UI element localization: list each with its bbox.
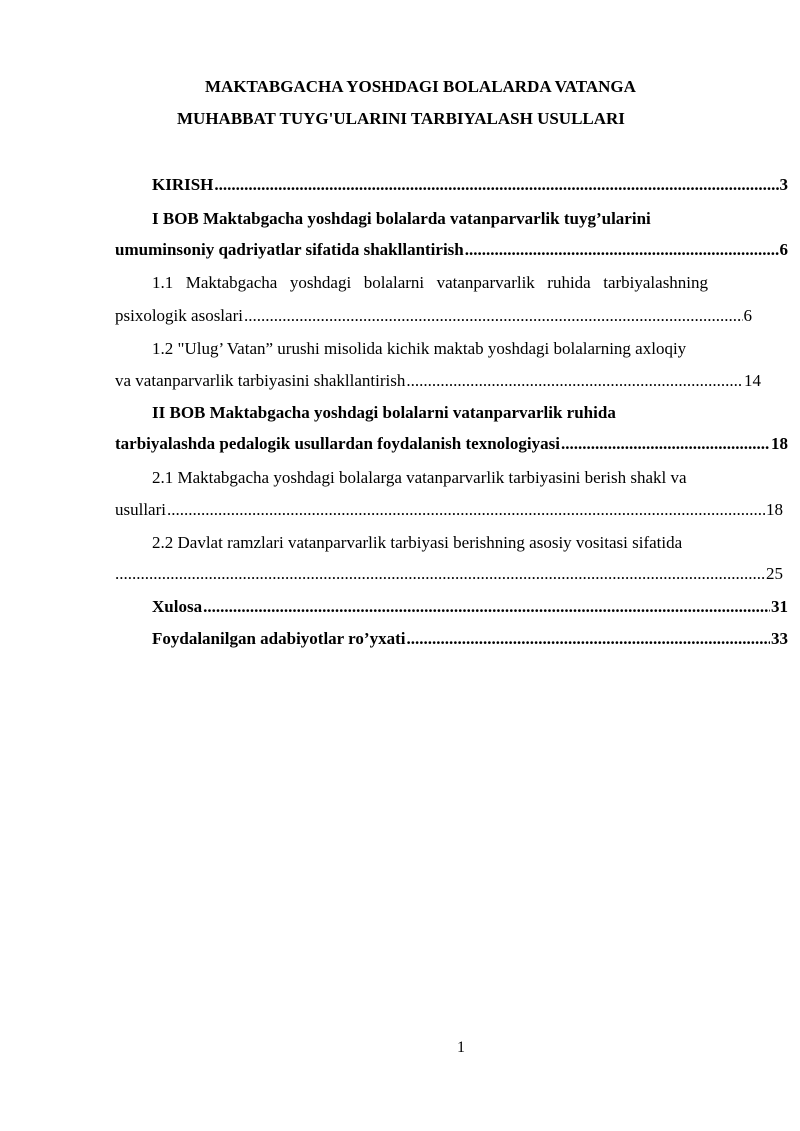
toc-entry-label: usullari — [115, 500, 166, 519]
toc-entry-page: 18 — [766, 500, 783, 519]
toc-dot-leader — [203, 596, 770, 618]
toc-entry-page: 14 — [744, 371, 761, 390]
toc-dot-leader — [561, 433, 770, 455]
toc-entry-label: umuminsoniy qadriyatlar sifatida shakllantirish — [115, 240, 464, 259]
toc-entry-page: 6 — [743, 306, 752, 325]
toc-entry-label: KIRISH — [152, 175, 214, 194]
document-title-line-2: MUHABBAT TUYG'ULARINI TARBIYALASH USULLARI — [177, 109, 625, 128]
toc-entry-label: va vatanparvarlik tarbiyasini shakllantirish — [115, 371, 406, 390]
toc-entry-references[interactable] — [152, 628, 788, 650]
toc-entry-section1-2[interactable] — [115, 370, 761, 392]
toc-entry-page: 31 — [771, 597, 788, 616]
toc-entry-intro[interactable] — [152, 174, 788, 196]
toc-entry-conclusion[interactable] — [152, 596, 788, 618]
toc-section2-1-line1[interactable]: 2.1 Maktabgacha yoshdagi bolalarga vatanparvarlik tarbiyasini berish shakl va — [152, 468, 687, 487]
toc-entry-chapter1[interactable] — [115, 239, 788, 261]
toc-entry-page: 25 — [766, 564, 783, 583]
toc-entry-section1-1[interactable] — [115, 305, 752, 327]
toc-entry-section2-2[interactable] — [115, 563, 783, 585]
toc-entry-section2-1[interactable] — [115, 499, 783, 521]
toc-dot-leader — [244, 305, 743, 327]
toc-dot-leader — [167, 499, 765, 521]
toc-entry-page: 3 — [779, 175, 788, 194]
toc-entry-label: psixologik asoslari — [115, 306, 243, 325]
toc-section2-2-line1[interactable]: 2.2 Davlat ramzlari vatanparvarlik tarbiyasi berishning asosiy vositasi sifatida — [152, 533, 683, 552]
toc-dot-leader — [214, 174, 778, 196]
toc-chapter2-line1[interactable]: II BOB Maktabgacha yoshdagi bolalarni vatanparvarlik ruhida — [152, 403, 616, 422]
page-number: 1 — [457, 1039, 465, 1056]
toc-entry-chapter2[interactable] — [115, 433, 788, 455]
toc-dot-leader — [406, 628, 770, 650]
toc-chapter1-line1[interactable]: I BOB Maktabgacha yoshdagi bolalarda vatanparvarlik tuyg’ularini — [152, 209, 651, 228]
toc-entry-page: 6 — [779, 240, 788, 259]
toc-entry-label: Foydalanilgan adabiyotlar ro’yxati — [152, 629, 406, 648]
toc-entry-page: 18 — [771, 434, 788, 453]
toc-entry-label: tarbiyalashda pedalogik usullardan foydalanish texnologiyasi — [115, 434, 560, 453]
toc-entry-page: 33 — [771, 629, 788, 648]
toc-entry-label: Xulosa — [152, 597, 203, 616]
toc-dot-leader — [115, 563, 765, 585]
toc-dot-leader — [406, 370, 743, 392]
toc-section1-2-line1[interactable]: 1.2 "Ulug’ Vatan” urushi misolida kichik maktab yoshdagi bolalarning axloqiy — [152, 339, 687, 358]
document-title-line-1: MAKTABGACHA YOSHDAGI BOLALARDA VATANGA — [205, 77, 636, 96]
toc-dot-leader — [465, 239, 779, 261]
toc-section-text: 1.1 Maktabgacha yoshdagi bolalarni vatanparvarlik ruhida tarbiyalashning — [152, 273, 709, 292]
toc-section1-1-line1[interactable] — [152, 272, 742, 294]
